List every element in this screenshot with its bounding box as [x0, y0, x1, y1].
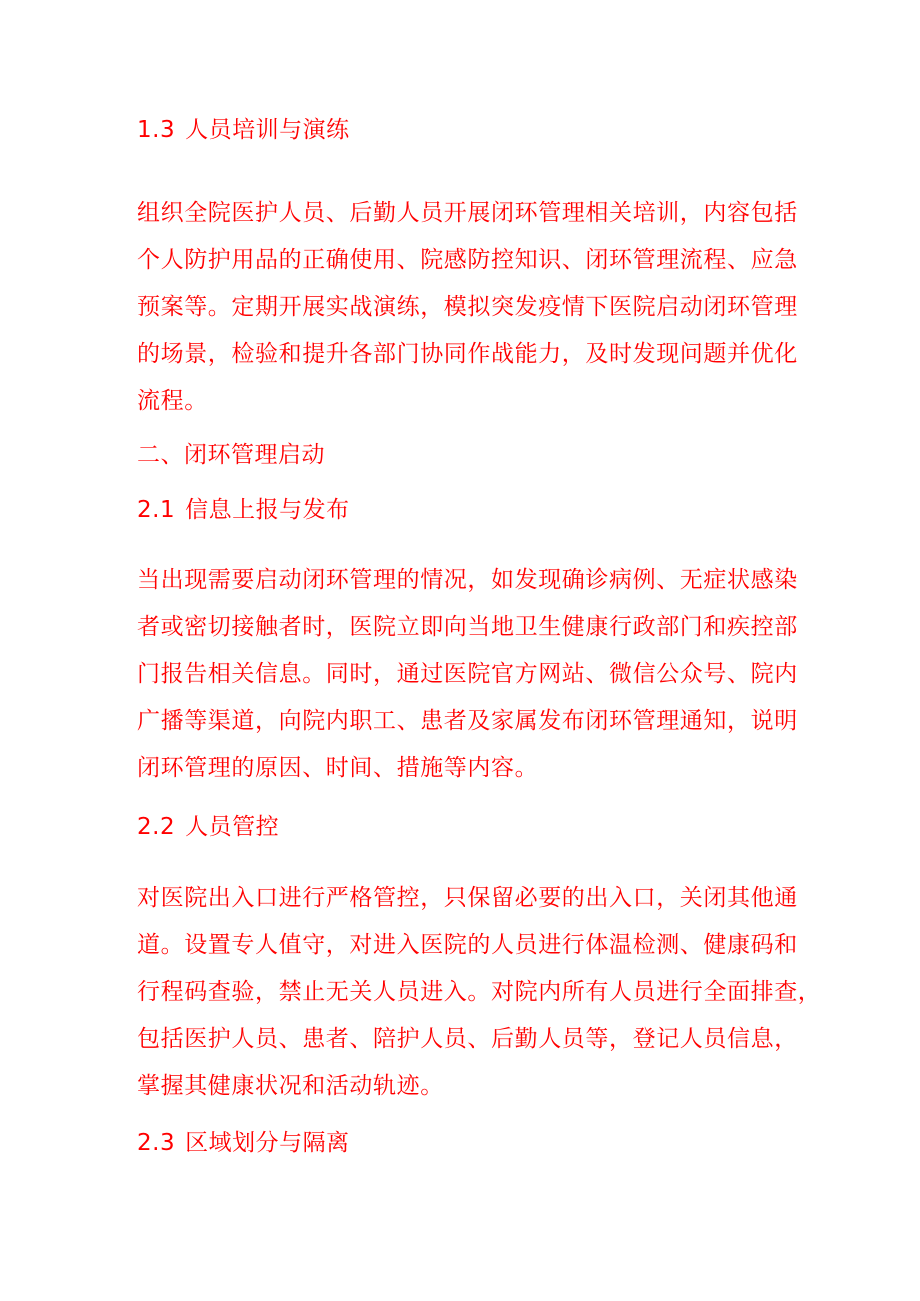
paragraph-reporting	[137, 557, 797, 792]
paragraph-line: 门报告相关信息。同时，通过医院官方网站、微信公众号、院内	[137, 661, 798, 687]
section-number: 2.3	[137, 1130, 176, 1156]
paragraph-line: 闭环管理的原因、时间、措施等内容。	[137, 755, 539, 781]
paragraph-line: 者或密切接触者时，医院立即向当地卫生健康行政部门和疾控部	[137, 614, 798, 640]
paragraph-personnel-control	[137, 875, 822, 1110]
section-number: 2.2	[137, 814, 176, 840]
section-heading-2-3	[137, 1128, 350, 1158]
section-heading-2-2	[137, 812, 279, 842]
paragraph-line: 的场景，检验和提升各部门协同作战能力，及时发现问题并优化	[137, 341, 798, 367]
section-title: 信息上报与发布	[185, 497, 350, 523]
paragraph-training	[137, 190, 797, 425]
paragraph-line: 个人防护用品的正确使用、院感防控知识、闭环管理流程、应急	[137, 247, 798, 273]
section-title: 区域划分与隔离	[185, 1130, 350, 1156]
paragraph-line: 当出现需要启动闭环管理的情况，如发现确诊病例、无症状感染	[137, 567, 798, 593]
paragraph-line: 包括医护人员、患者、陪护人员、后勤人员等，登记人员信息，	[137, 1026, 798, 1052]
paragraph-line: 对医院出入口进行严格管控，只保留必要的出入口，关闭其他通	[137, 885, 798, 911]
paragraph-line: 广播等渠道，向院内职工、患者及家属发布闭环管理通知，说明	[137, 708, 798, 734]
section-title: 人员培训与演练	[185, 117, 350, 143]
section-heading-1-3	[137, 115, 350, 145]
section-title: 人员管控	[185, 814, 280, 840]
section-heading-2-1	[137, 495, 350, 525]
section-number: 2.1	[137, 497, 176, 523]
paragraph-line: 道。设置专人值守，对进入医院的人员进行体温检测、健康码和	[137, 932, 798, 958]
chapter-title: 二、闭环管理启动	[137, 442, 325, 468]
paragraph-line: 行程码查验，禁止无关人员进入。对院内所有人员进行全面排查，	[137, 979, 822, 1005]
section-number: 1.3	[137, 117, 176, 143]
paragraph-line: 流程。	[137, 388, 208, 414]
paragraph-line: 预案等。定期开展实战演练，模拟突发疫情下医院启动闭环管理	[137, 294, 798, 320]
paragraph-line: 组织全院医护人员、后勤人员开展闭环管理相关培训，内容包括	[137, 200, 798, 226]
chapter-heading-2	[137, 440, 325, 470]
paragraph-line: 掌握其健康状况和活动轨迹。	[137, 1073, 444, 1099]
